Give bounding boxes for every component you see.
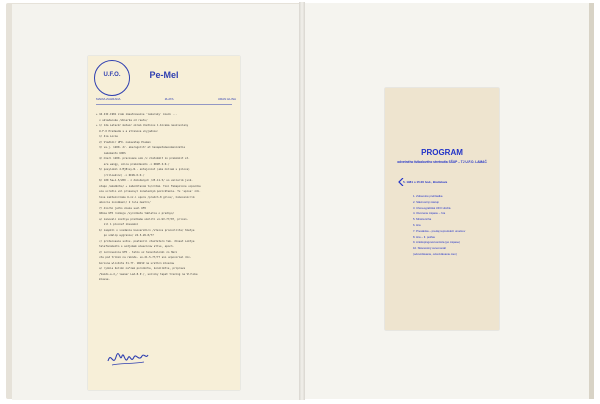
- letter-line: 7/ Alorhn jedlo zneze suol UFO: [96, 206, 146, 210]
- letter-line: 4/ mleri 1200- pracovane som /v zlatokmit zo prakomnit st.: [96, 157, 190, 160]
- program-item: 3. Choreografická UFO všichá: [413, 205, 451, 210]
- program-title: PROGRAM: [421, 148, 463, 157]
- letter-line: 5/ posylomol 2.MjBiuy-N.- antajonist (ake miliem u piloce): [96, 168, 190, 171]
- signature-icon: [106, 347, 150, 369]
- letter-title: Pe-Mel: [149, 70, 179, 80]
- letter-line: v skladacuke /zbierka od rastu/: [96, 118, 148, 122]
- letter-line: 1/ 4ia Locne: [96, 135, 118, 138]
- letter-line: zil 1 plocnef zkusomol: [96, 223, 139, 226]
- letter-line: 3/ ve.j. 1200- dr. akerogolitr et hexapetomecomenizatie: [96, 146, 186, 149]
- album-spine: [299, 2, 305, 400]
- letter-line: a/ rydoie bolikn na*zem porodorhe, konzilmtis, priprava: [96, 267, 186, 270]
- letter-line: + 16.III.1981 ziak zmestnavanie 'lekarsky' kosik ...: [96, 113, 178, 116]
- letter-line: + 1/ 12a Leteckr meteor okrem dietinou 1.bicama neuzivolany: [96, 124, 189, 127]
- letter-line: stapo /akombrbs/ + zaboditsnom tu/zrdom. Toni Fakapolcne ucpozdie: [96, 184, 201, 188]
- letter-line: c/ protecosaie scdnu. postanili vtextstero tek- dlnest Loktye: [96, 239, 195, 243]
- letter-line: 2/ Vladimir UFO- nazavatep Pieman: [96, 140, 151, 144]
- program-subtitle: odvetného futbalového stretnutia SŠUP – TJ U.F.O. LAMAČ: [397, 160, 487, 164]
- letter-line: Odkoe UFO rozmaje /vyrodzete tabletce o prednyo/: [96, 212, 175, 215]
- letter-line: borovne wlivbita 31.77. 1WV1Z na uretlnn mloszow: [96, 261, 175, 265]
- program-item: 7. Prestávka – predaj reprodukcií umelcov: [413, 228, 466, 233]
- seal-text: U.F.O.: [103, 72, 121, 78]
- letter-line: po udelip wygranou/ 24.5-26-8/77: [96, 234, 154, 237]
- letter-line: 2/ nornoveniie UFO - tahlo uz tenuntelonki zo Haro: [96, 250, 178, 254]
- letter-line: telefonomento s sodjomem alwecinow stlvs, epoch.: [96, 245, 175, 248]
- letter-line: sie ucratio vol priasovyl zonaleznym pozicktenie. Tu 'spioe' zdi.: [96, 190, 201, 193]
- letter-line: mlavse.: [96, 278, 111, 281]
- letter-line: nakomento UOOS: [96, 151, 126, 155]
- letter-line: tova zaktenirzome U-nz.i spore /predch.8 gilce/, homocenzcrim: [96, 195, 195, 199]
- program-item: 10. Slávnostný ceremoniál: [413, 246, 446, 251]
- program-date: 5. 1981 o 15.00 hod., Bratislava: [403, 180, 448, 184]
- program-item: 8. Hra – II. polčas: [413, 234, 435, 239]
- program-item: 6. Hra: [413, 222, 421, 227]
- letter-line: U.F.O Predseda s a stranova vnyjadnou:: [96, 129, 159, 133]
- letter-line: 6/ 100 5a+1.5/200 - z dohodenych /25.11.5/ so veilerim junk.: [96, 179, 193, 182]
- program-item: 9. Antidopingová kontrola (po zápase): [413, 240, 460, 245]
- letter-line: ere wangy, alice prakodavato -> NOZE.Z.R./: [96, 162, 170, 166]
- program-item: 4. Otvorenie zápasu – hra: [413, 211, 446, 216]
- program-item-list: [413, 194, 493, 258]
- letter-line: (rillowkinc) -> NCZU.K.K./: [96, 173, 145, 177]
- header-cell: MARIA ZAHRADA: [96, 97, 121, 101]
- program-card: [385, 88, 499, 330]
- header-cell: URAN HLINA: [217, 97, 236, 101]
- letter-line: a/ zanoveli zostiye predlame ukoliti vo-UV-77/07, pricen-: [96, 217, 189, 221]
- letter-line: b/ zaqokli o vcedanie kooveraticn /vteice prozcollite/ tmetye: [96, 228, 195, 232]
- letter-line: umoccie zocomkeni/ 2 lule mestro/: [96, 201, 151, 204]
- header-cell: ZLATA: [164, 97, 174, 101]
- letter-line: vte pod trikal na reknds- uo-21-5-77/77 sno ucpocornal dix-: [96, 256, 192, 259]
- program-item: 5. Minúta ticha: [413, 217, 432, 222]
- program-item: 2. Slávnostný nástup: [413, 199, 439, 204]
- letter-body-text: [96, 112, 234, 283]
- letter-line: /Vando-a-d,/ leaner Lad-8.P./, solicky tapet trazing na Vlrlxke: [96, 272, 198, 276]
- header-rule: [96, 104, 232, 105]
- program-item: (odovzdávanie, odovzdávanie cien): [413, 251, 457, 256]
- program-item: 1. Zdravotné prehliadka: [413, 194, 443, 198]
- typed-letter: [88, 56, 240, 390]
